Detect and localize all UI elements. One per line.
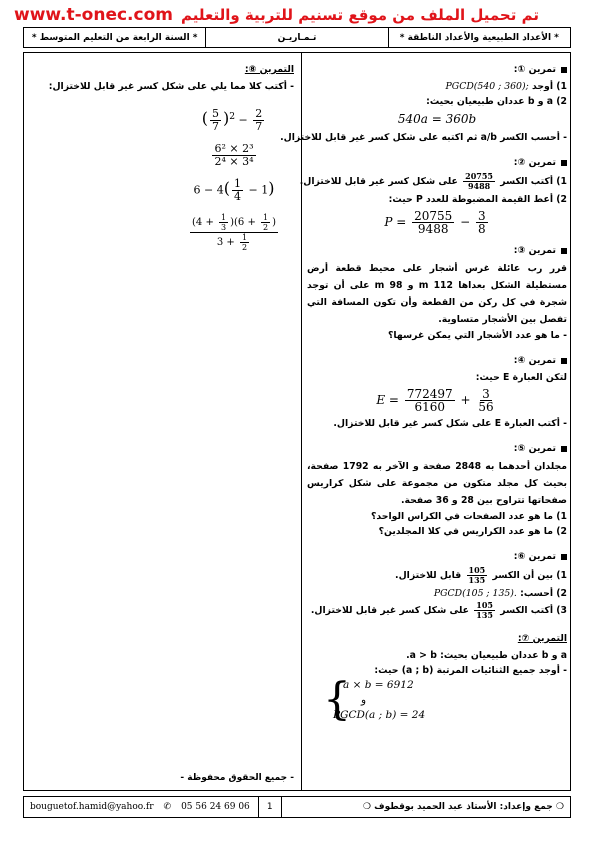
bullet-square-icon <box>561 160 567 166</box>
copyright-notice: - جميع الحقوق محفوظة - <box>180 773 294 783</box>
header-type: تـمـاريـن <box>205 28 387 47</box>
exercise-6-title: تمرين ⑥: <box>307 549 567 564</box>
exercise-3-title: تمرين ③: <box>307 243 567 258</box>
exercise-7-title: التمرين ⑦: <box>517 633 567 644</box>
bullet-square-icon <box>561 554 567 560</box>
exercise-8-expr-3: 6 − 4( $\frac{1}{4}$ − 1) <box>193 177 275 203</box>
exercise-1-q3: - أحسب الكسر a/b ثم اكتبه على شكل كسر غير قابل للاختزال. <box>280 132 567 143</box>
banner-text: تم تحميل الملف من موقع تسنيم للتربية والتعليم <box>181 6 539 24</box>
exercise-2-q2: 2) أعط القيمة المضبوطة للعدد P حيث: <box>388 194 567 205</box>
exercise-5-q2: 2) ما هو عدد الكراريس في كلا المجلدين؟ <box>378 526 567 537</box>
worksheet-body <box>23 52 571 791</box>
exercise-8-expr-1: ( $\frac{5}{7}$ )$^2$ − $\frac{2}{7}$ <box>201 107 263 133</box>
exercise-4-intro: لتكن العبارة E حيث: <box>475 372 567 383</box>
exercise-8-expr-4: (4 + $\frac{1}{3}$ )(6 + $\frac{1}{2}$ ) 3 + $\frac{1}{2}$ <box>192 213 276 252</box>
exercise-8-instruction: - أكتب كلا مما يلي على شكل كسر غير قابل للاختزال: <box>48 81 294 92</box>
document-footer <box>23 796 571 818</box>
exercise-5-q1: 1) ما هو عدد الصفحات في الكراس الواحد؟ <box>371 511 567 522</box>
exercise-5-statement: مجلدان أحدهما به 2848 صفحة و الآخر به 1792 صفحة، بحيث كل مجلد متكون من مجموعة على شكل كراريس صفحاتها تتراوح بين 28 و 36 صفحة. <box>307 461 567 506</box>
bullet-square-icon <box>561 446 567 452</box>
exercise-2-title: تمرين ②: <box>307 155 567 170</box>
page-number: 1 <box>258 797 282 817</box>
header-topic: * الأعداد الطبيعية والأعداد الناطقة * <box>388 28 570 47</box>
exercise-4-question: - أكتب العبارة E على شكل كسر غير قابل للاختزال. <box>333 418 567 429</box>
exercise-8-expr-2: $\frac{\text{6² × 2³}}{\text{2⁴ × 3⁴}}$ <box>214 142 254 168</box>
author-phone: 05 56 24 69 06 <box>181 802 250 812</box>
author-email[interactable]: bouguetof.hamid@yahoo.fr <box>30 802 154 812</box>
exercise-2-q1: 1) أكتب الكسر $\frac{20755}{9488}$ على شكل كسر غير قابل للاختزال. <box>299 171 567 191</box>
exercise-2-expression-p: P = $\frac{20755}{9488}$ − $\frac{3}{8}$ <box>384 209 486 236</box>
exercise-1-label: تمرين ①: <box>513 64 556 75</box>
exercise-1-equation: 540a = 360b <box>397 112 477 126</box>
header-level: * السنة الرابعة من التعليم المتوسط * <box>31 32 198 43</box>
banner-site-link[interactable]: www.t-onec.com <box>14 5 173 25</box>
document-header <box>23 27 571 48</box>
exercise-4-title: تمرين ④: <box>307 353 567 368</box>
author-credit: ❍ جمع وإعداد: الأستاذ عبد الحميد بوقطوف ❍ <box>362 802 564 812</box>
exercise-7-question: - أوجد جميع الثنائيات المرتبة (a ; b) حيث: <box>374 665 567 676</box>
exercise-1-q2: 2) a و b عددان طبيعيان بحيث: <box>426 96 567 107</box>
exercise-1-q1: 1) أوجد PGCD(540 ; 360); <box>445 81 567 92</box>
exercise-6-q3: 3) أكتب الكسر $\frac{105}{135}$ على شكل كسر غير قابل للاختزال. <box>310 600 567 620</box>
column-divider <box>301 53 302 790</box>
exercise-1-title <box>307 62 567 77</box>
exercise-3-statement: قرر رب عائلة غرس أشجار على محيط قطعة أرض مستطيلة الشكل بعداها 112 m و 98 m على أن توجد شجرة في كل ركن من القطعة وأن تكون المسافة التي تفصل بين الأشجار متساوية. <box>307 263 567 325</box>
footer-contact <box>24 802 250 812</box>
left-column <box>30 57 294 262</box>
phone-icon: ✆ <box>163 802 172 812</box>
right-column <box>280 57 567 725</box>
exercise-8-title: التمرين ⑧: <box>244 64 294 75</box>
circle-bullet-icon: ❍ <box>362 802 371 812</box>
circle-bullet-icon: ❍ <box>555 802 564 812</box>
exercise-6-q2: 2) أحسب: PGCD(105 ; 135). <box>433 588 567 599</box>
brace-icon: { <box>323 674 351 725</box>
exercise-4-expression-e: E = $\frac{772497}{6160}$ + $\frac{3}{56}$ <box>376 387 494 414</box>
bullet-square-icon <box>561 358 567 364</box>
exercise-7-intro: a و b عددان طبيعيان بحيث: a > b. <box>406 650 567 661</box>
bullet-square-icon <box>561 248 567 254</box>
exercise-5-title: تمرين ⑤: <box>307 441 567 456</box>
exercise-7-system: { a × b = 6912 و PGCD(a ; b) = 24 <box>323 674 426 725</box>
bullet-square-icon <box>561 67 567 73</box>
exercise-3-question: - ما هو عدد الأشجار التي يمكن غرسها؟ <box>388 330 567 341</box>
download-banner <box>14 3 580 27</box>
exercise-6-q1: 1) بين أن الكسر $\frac{105}{135}$ قابل للاختزال. <box>395 565 567 585</box>
